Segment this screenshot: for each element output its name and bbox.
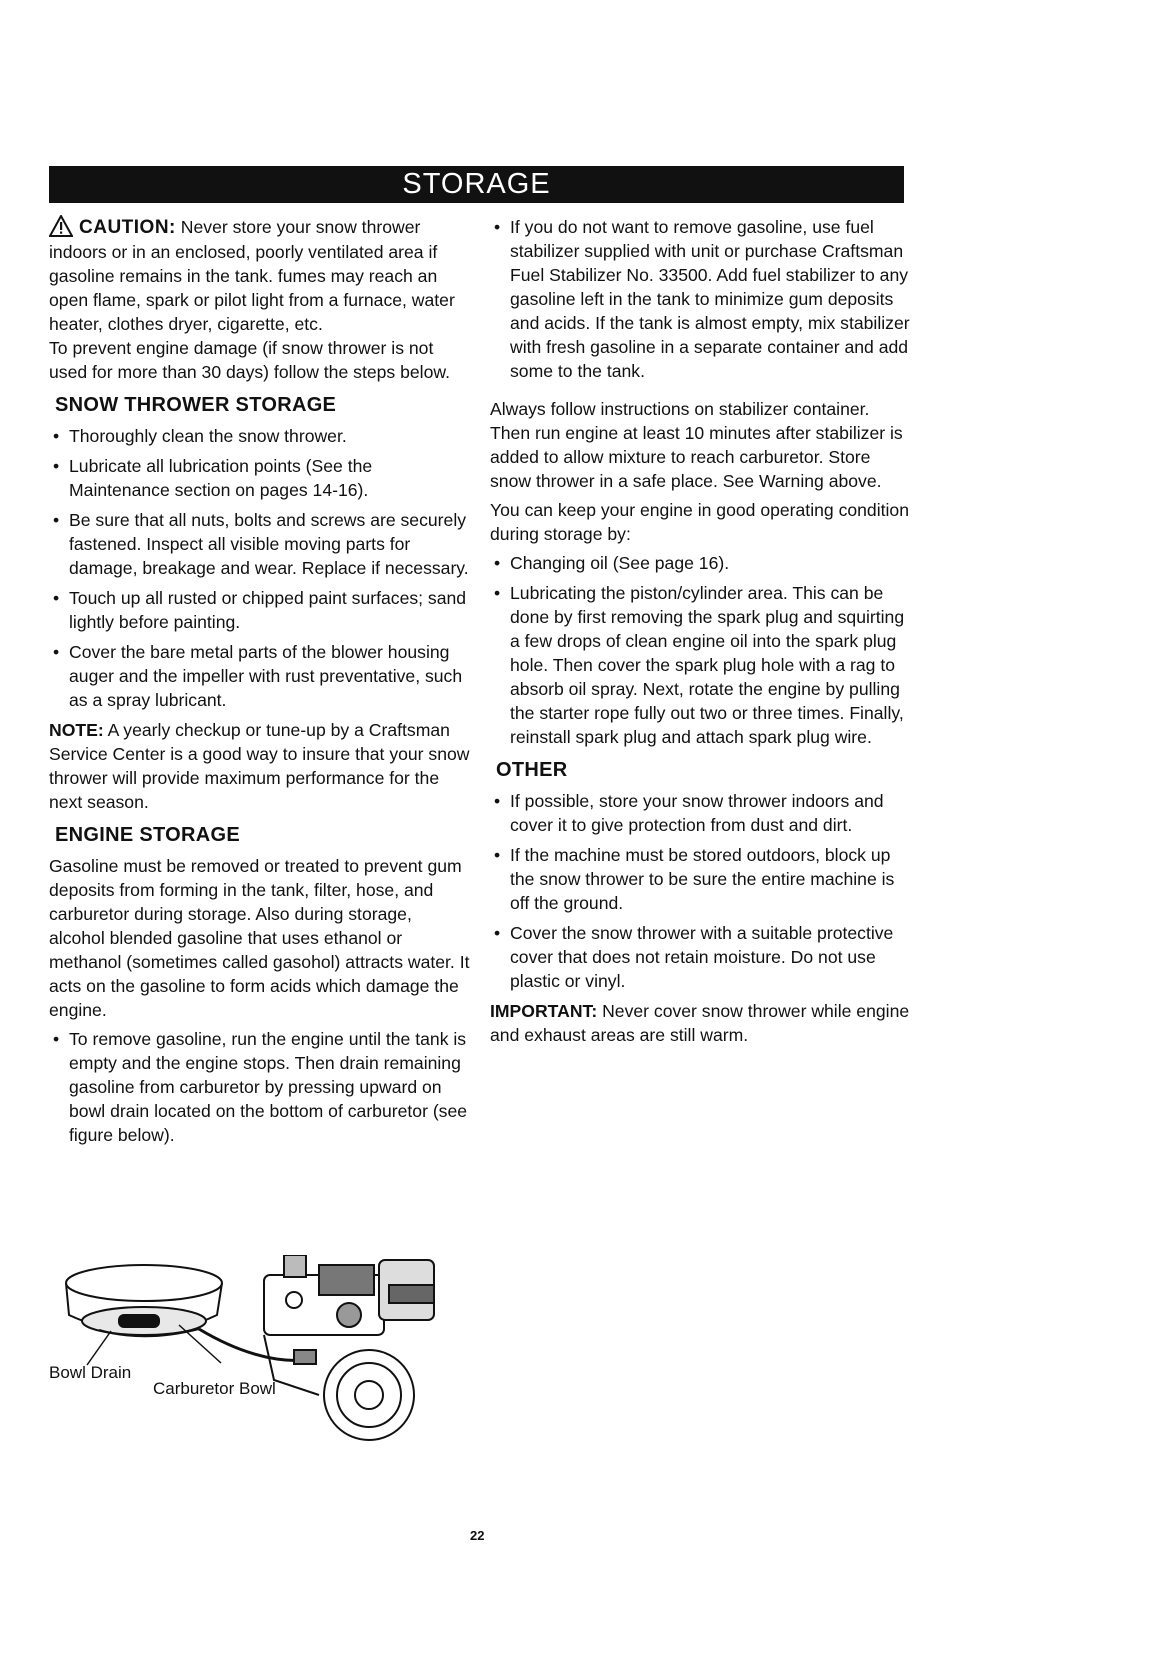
engine-storage-list xyxy=(49,1027,471,1147)
engine-drawing xyxy=(264,1255,434,1440)
page-number: 22 xyxy=(470,1528,485,1543)
important-text: Never cover snow thrower while engine and exhaust areas are still warm. xyxy=(490,1001,910,1045)
carburetor-bowl-label: Carburetor Bowl xyxy=(153,1379,276,1398)
other-list xyxy=(490,789,910,993)
left-column xyxy=(49,215,471,1153)
stabilizer-list xyxy=(490,215,910,383)
carburetor-figure xyxy=(49,1255,469,1455)
caution-paragraph xyxy=(49,215,471,336)
note-paragraph xyxy=(49,718,471,814)
list-item: • Cover the bare metal parts of the blower housing auger and the impeller with rust preventative, such as a spray lubricant. xyxy=(53,642,463,710)
list-item: • If possible, store your snow thrower indoors and cover it to give protection from dust and dirt. xyxy=(494,791,884,835)
list-item: • If the machine must be stored outdoors, block up the snow thrower to be sure the entire machine is off the ground. xyxy=(494,845,895,913)
stabilizer-instructions-paragraph: Always follow instructions on stabilizer container. Then run engine at least 10 minutes after stabilizer is added to allow mixture to reach carburetor. Store snow thrower in a safe place. See Warning above. xyxy=(490,399,903,491)
caution-label: CAUTION: xyxy=(79,217,176,238)
carburetor-bowl-drawing xyxy=(66,1265,222,1336)
section-title-bar xyxy=(49,166,904,203)
note-label: NOTE: xyxy=(49,720,104,740)
list-item: • If you do not want to remove gasoline, use fuel stabilizer supplied with unit or purchase Craftsman Fuel Stabilizer No. 33500. Add fuel stabilizer to any gasoline left in the tank to minimize gum deposits and acids. If the tank is almost empty, mix stabilizer with fresh gasoline in a separate container and add some to the tank. xyxy=(494,217,910,381)
snow-thrower-storage-list xyxy=(49,424,471,712)
list-item: • Touch up all rusted or chipped paint surfaces; sand lightly before painting. xyxy=(53,588,467,632)
list-item: • To remove gasoline, run the engine until the tank is empty and the engine stops. Then drain remaining gasoline from carburetor by pressing upward on bowl drain located on the bottom of carburetor (see figure below). xyxy=(53,1029,468,1145)
good-condition-list xyxy=(490,551,910,749)
section-title: STORAGE xyxy=(402,168,551,200)
engine-storage-paragraph: Gasoline must be removed or treated to prevent gum deposits from forming in the tank, filter, hose, and carburetor during storage. Also during storage, alcohol blended gasoline that uses ethanol or methanol (sometimes called gasohol) attracts water. It acts on the gasoline to form acids which damage the engine. xyxy=(49,856,470,1020)
list-item: • Cover the snow thrower with a suitable protective cover that does not retain moisture. Do not use plastic or vinyl. xyxy=(494,923,894,991)
important-paragraph xyxy=(490,999,910,1047)
snow-thrower-storage-heading: SNOW THROWER STORAGE xyxy=(55,394,337,416)
list-item: • Thoroughly clean the snow thrower. xyxy=(53,426,347,446)
bowl-drain-label: Bowl Drain xyxy=(49,1363,132,1382)
list-item: • Changing oil (See page 16). xyxy=(494,553,730,573)
warning-triangle-icon xyxy=(49,215,73,237)
other-heading: OTHER xyxy=(496,759,568,781)
good-condition-paragraph: You can keep your engine in good operating condition during storage by: xyxy=(490,500,909,544)
caution-text: Never store your snow thrower indoors or in an enclosed, poorly ventilated area if gasoline remains in the tank. fumes may reach an open flame, spark or pilot light from a furnace, water heater, clothes dryer, cigarette, etc. xyxy=(49,217,455,334)
intro-paragraph: To prevent engine damage (if snow thrower is not used for more than 30 days) follow the steps below. xyxy=(49,338,450,382)
right-column xyxy=(490,215,910,1052)
list-item: • Lubricate all lubrication points (See the Maintenance section on pages 14-16). xyxy=(53,456,373,500)
engine-storage-heading: ENGINE STORAGE xyxy=(55,824,240,846)
note-text: A yearly checkup or tune-up by a Craftsman Service Center is a good way to insure that your snow thrower will provide maximum performance for the next season. xyxy=(49,720,470,812)
list-item: • Lubricating the piston/cylinder area. This can be done by first removing the spark plug and squirting a few drops of clean engine oil into the spark plug hole. Then cover the spark plug hole with a rag to absorb oil spray. Next, rotate the engine by pulling the starter rope fully out two or three times. Finally, reinstall spark plug and attach spark plug wire. xyxy=(494,583,905,747)
list-item: • Be sure that all nuts, bolts and screws are securely fastened. Inspect all visible moving parts for damage, breakage and wear. Replace if necessary. xyxy=(53,510,469,578)
important-label: IMPORTANT: xyxy=(490,1001,598,1021)
carburetor-illustration xyxy=(49,1255,469,1455)
